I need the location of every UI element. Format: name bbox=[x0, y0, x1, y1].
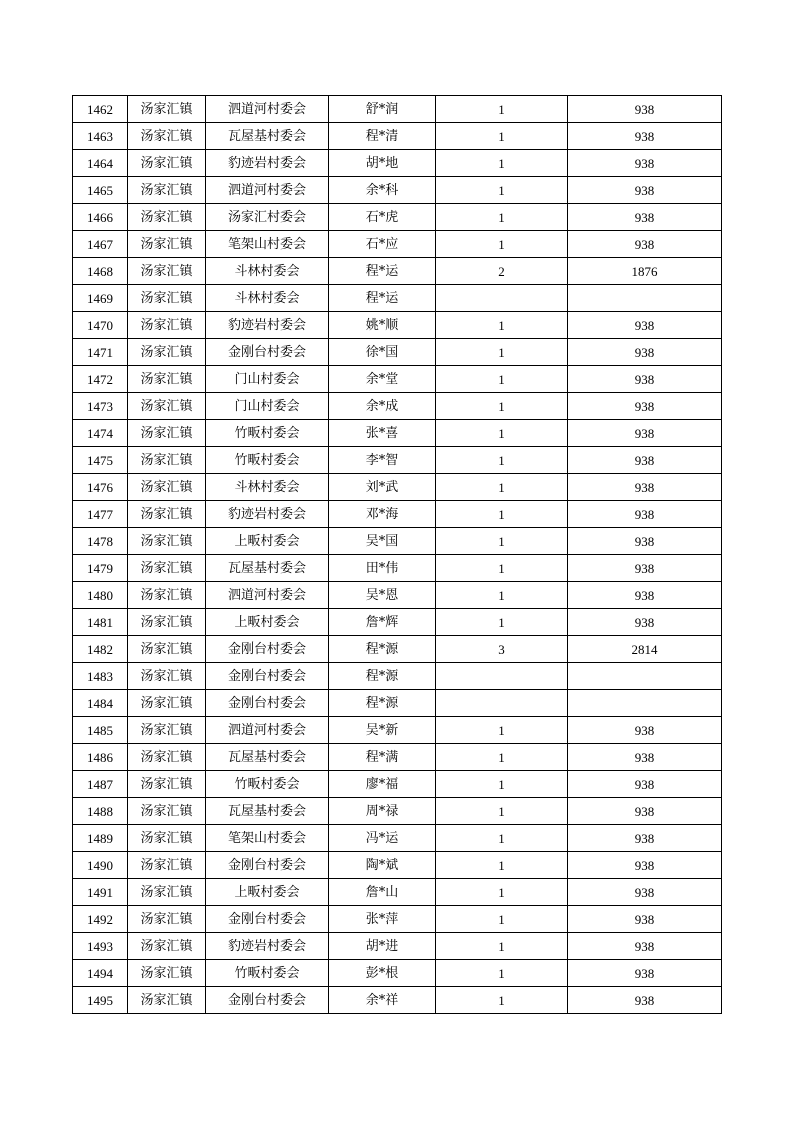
village-committee-cell: 泗道河村委会 bbox=[206, 96, 329, 123]
table-row bbox=[73, 582, 722, 609]
count-cell: 1 bbox=[436, 852, 568, 879]
town-cell: 汤家汇镇 bbox=[128, 150, 206, 177]
serial-number-cell: 1471 bbox=[73, 339, 128, 366]
table-row bbox=[73, 474, 722, 501]
count-cell: 1 bbox=[436, 204, 568, 231]
person-name-cell: 詹*辉 bbox=[329, 609, 436, 636]
person-name-cell: 胡*地 bbox=[329, 150, 436, 177]
amount-cell: 938 bbox=[568, 501, 722, 528]
table-row bbox=[73, 528, 722, 555]
table-row bbox=[73, 906, 722, 933]
village-committee-cell: 豹迹岩村委会 bbox=[206, 312, 329, 339]
table-row bbox=[73, 933, 722, 960]
amount-cell: 938 bbox=[568, 339, 722, 366]
town-cell: 汤家汇镇 bbox=[128, 555, 206, 582]
serial-number-cell: 1476 bbox=[73, 474, 128, 501]
town-cell: 汤家汇镇 bbox=[128, 312, 206, 339]
person-name-cell: 石*虎 bbox=[329, 204, 436, 231]
serial-number-cell: 1467 bbox=[73, 231, 128, 258]
amount-cell: 938 bbox=[568, 393, 722, 420]
count-cell: 1 bbox=[436, 609, 568, 636]
amount-cell: 938 bbox=[568, 231, 722, 258]
village-committee-cell: 豹迹岩村委会 bbox=[206, 501, 329, 528]
town-cell: 汤家汇镇 bbox=[128, 447, 206, 474]
town-cell: 汤家汇镇 bbox=[128, 420, 206, 447]
serial-number-cell: 1482 bbox=[73, 636, 128, 663]
table-row bbox=[73, 150, 722, 177]
serial-number-cell: 1462 bbox=[73, 96, 128, 123]
table-row bbox=[73, 879, 722, 906]
serial-number-cell: 1470 bbox=[73, 312, 128, 339]
roster-table bbox=[72, 95, 722, 1014]
town-cell: 汤家汇镇 bbox=[128, 96, 206, 123]
town-cell: 汤家汇镇 bbox=[128, 906, 206, 933]
person-name-cell: 张*喜 bbox=[329, 420, 436, 447]
table-row bbox=[73, 420, 722, 447]
count-cell: 1 bbox=[436, 420, 568, 447]
person-name-cell: 廖*福 bbox=[329, 771, 436, 798]
town-cell: 汤家汇镇 bbox=[128, 852, 206, 879]
table-row bbox=[73, 609, 722, 636]
person-name-cell: 舒*润 bbox=[329, 96, 436, 123]
amount-cell: 938 bbox=[568, 717, 722, 744]
table-row bbox=[73, 555, 722, 582]
count-cell bbox=[436, 663, 568, 690]
town-cell: 汤家汇镇 bbox=[128, 231, 206, 258]
person-name-cell: 余*堂 bbox=[329, 366, 436, 393]
table-row bbox=[73, 825, 722, 852]
amount-cell: 938 bbox=[568, 960, 722, 987]
village-committee-cell: 斗林村委会 bbox=[206, 285, 329, 312]
table-row bbox=[73, 96, 722, 123]
person-name-cell: 姚*顺 bbox=[329, 312, 436, 339]
count-cell: 1 bbox=[436, 933, 568, 960]
village-committee-cell: 金刚台村委会 bbox=[206, 663, 329, 690]
table-row bbox=[73, 366, 722, 393]
town-cell: 汤家汇镇 bbox=[128, 204, 206, 231]
village-committee-cell: 金刚台村委会 bbox=[206, 987, 329, 1014]
count-cell: 1 bbox=[436, 312, 568, 339]
village-committee-cell: 豹迹岩村委会 bbox=[206, 150, 329, 177]
person-name-cell: 程*清 bbox=[329, 123, 436, 150]
serial-number-cell: 1491 bbox=[73, 879, 128, 906]
village-committee-cell: 泗道河村委会 bbox=[206, 582, 329, 609]
town-cell: 汤家汇镇 bbox=[128, 987, 206, 1014]
town-cell: 汤家汇镇 bbox=[128, 474, 206, 501]
person-name-cell: 吴*恩 bbox=[329, 582, 436, 609]
table-row bbox=[73, 771, 722, 798]
town-cell: 汤家汇镇 bbox=[128, 825, 206, 852]
serial-number-cell: 1495 bbox=[73, 987, 128, 1014]
table-row bbox=[73, 258, 722, 285]
town-cell: 汤家汇镇 bbox=[128, 771, 206, 798]
person-name-cell: 程*源 bbox=[329, 636, 436, 663]
person-name-cell: 邓*海 bbox=[329, 501, 436, 528]
village-committee-cell: 豹迹岩村委会 bbox=[206, 933, 329, 960]
village-committee-cell: 笔架山村委会 bbox=[206, 231, 329, 258]
amount-cell: 938 bbox=[568, 312, 722, 339]
town-cell: 汤家汇镇 bbox=[128, 636, 206, 663]
person-name-cell: 程*运 bbox=[329, 285, 436, 312]
serial-number-cell: 1480 bbox=[73, 582, 128, 609]
count-cell: 3 bbox=[436, 636, 568, 663]
count-cell: 1 bbox=[436, 528, 568, 555]
amount-cell: 938 bbox=[568, 420, 722, 447]
amount-cell: 938 bbox=[568, 744, 722, 771]
serial-number-cell: 1469 bbox=[73, 285, 128, 312]
count-cell: 1 bbox=[436, 879, 568, 906]
table-row bbox=[73, 285, 722, 312]
village-committee-cell: 金刚台村委会 bbox=[206, 906, 329, 933]
person-name-cell: 程*满 bbox=[329, 744, 436, 771]
count-cell: 1 bbox=[436, 231, 568, 258]
person-name-cell: 吴*新 bbox=[329, 717, 436, 744]
person-name-cell: 詹*山 bbox=[329, 879, 436, 906]
count-cell: 1 bbox=[436, 825, 568, 852]
table-row bbox=[73, 123, 722, 150]
person-name-cell: 冯*运 bbox=[329, 825, 436, 852]
town-cell: 汤家汇镇 bbox=[128, 960, 206, 987]
count-cell: 1 bbox=[436, 393, 568, 420]
serial-number-cell: 1488 bbox=[73, 798, 128, 825]
count-cell: 1 bbox=[436, 150, 568, 177]
serial-number-cell: 1464 bbox=[73, 150, 128, 177]
village-committee-cell: 竹畈村委会 bbox=[206, 771, 329, 798]
table-row bbox=[73, 204, 722, 231]
count-cell: 1 bbox=[436, 96, 568, 123]
serial-number-cell: 1489 bbox=[73, 825, 128, 852]
serial-number-cell: 1486 bbox=[73, 744, 128, 771]
town-cell: 汤家汇镇 bbox=[128, 339, 206, 366]
town-cell: 汤家汇镇 bbox=[128, 717, 206, 744]
person-name-cell: 胡*进 bbox=[329, 933, 436, 960]
amount-cell: 938 bbox=[568, 906, 722, 933]
table-row bbox=[73, 636, 722, 663]
amount-cell: 938 bbox=[568, 933, 722, 960]
amount-cell: 2814 bbox=[568, 636, 722, 663]
person-name-cell: 余*祥 bbox=[329, 987, 436, 1014]
village-committee-cell: 斗林村委会 bbox=[206, 474, 329, 501]
amount-cell: 938 bbox=[568, 798, 722, 825]
town-cell: 汤家汇镇 bbox=[128, 582, 206, 609]
count-cell: 1 bbox=[436, 744, 568, 771]
village-committee-cell: 金刚台村委会 bbox=[206, 339, 329, 366]
count-cell: 1 bbox=[436, 798, 568, 825]
town-cell: 汤家汇镇 bbox=[128, 798, 206, 825]
person-name-cell: 程*源 bbox=[329, 690, 436, 717]
table-row bbox=[73, 960, 722, 987]
village-committee-cell: 金刚台村委会 bbox=[206, 852, 329, 879]
serial-number-cell: 1472 bbox=[73, 366, 128, 393]
amount-cell: 938 bbox=[568, 366, 722, 393]
count-cell: 1 bbox=[436, 474, 568, 501]
count-cell: 1 bbox=[436, 123, 568, 150]
person-name-cell: 李*智 bbox=[329, 447, 436, 474]
count-cell: 1 bbox=[436, 906, 568, 933]
person-name-cell: 张*萍 bbox=[329, 906, 436, 933]
table-row bbox=[73, 177, 722, 204]
village-committee-cell: 泗道河村委会 bbox=[206, 177, 329, 204]
serial-number-cell: 1485 bbox=[73, 717, 128, 744]
person-name-cell: 石*应 bbox=[329, 231, 436, 258]
count-cell: 1 bbox=[436, 501, 568, 528]
table-row bbox=[73, 312, 722, 339]
person-name-cell: 陶*斌 bbox=[329, 852, 436, 879]
serial-number-cell: 1494 bbox=[73, 960, 128, 987]
person-name-cell: 田*伟 bbox=[329, 555, 436, 582]
village-committee-cell: 斗林村委会 bbox=[206, 258, 329, 285]
serial-number-cell: 1475 bbox=[73, 447, 128, 474]
village-committee-cell: 瓦屋基村委会 bbox=[206, 555, 329, 582]
town-cell: 汤家汇镇 bbox=[128, 366, 206, 393]
count-cell bbox=[436, 285, 568, 312]
serial-number-cell: 1468 bbox=[73, 258, 128, 285]
village-committee-cell: 门山村委会 bbox=[206, 366, 329, 393]
count-cell: 1 bbox=[436, 771, 568, 798]
town-cell: 汤家汇镇 bbox=[128, 690, 206, 717]
person-name-cell: 程*源 bbox=[329, 663, 436, 690]
serial-number-cell: 1466 bbox=[73, 204, 128, 231]
table-row bbox=[73, 744, 722, 771]
amount-cell: 938 bbox=[568, 609, 722, 636]
village-committee-cell: 上畈村委会 bbox=[206, 528, 329, 555]
town-cell: 汤家汇镇 bbox=[128, 609, 206, 636]
person-name-cell: 徐*国 bbox=[329, 339, 436, 366]
serial-number-cell: 1490 bbox=[73, 852, 128, 879]
serial-number-cell: 1492 bbox=[73, 906, 128, 933]
village-committee-cell: 瓦屋基村委会 bbox=[206, 123, 329, 150]
person-name-cell: 程*运 bbox=[329, 258, 436, 285]
village-committee-cell: 笔架山村委会 bbox=[206, 825, 329, 852]
town-cell: 汤家汇镇 bbox=[128, 501, 206, 528]
serial-number-cell: 1474 bbox=[73, 420, 128, 447]
count-cell: 1 bbox=[436, 717, 568, 744]
serial-number-cell: 1465 bbox=[73, 177, 128, 204]
town-cell: 汤家汇镇 bbox=[128, 393, 206, 420]
amount-cell: 938 bbox=[568, 474, 722, 501]
village-committee-cell: 瓦屋基村委会 bbox=[206, 744, 329, 771]
village-committee-cell: 竹畈村委会 bbox=[206, 447, 329, 474]
table-row bbox=[73, 798, 722, 825]
village-committee-cell: 门山村委会 bbox=[206, 393, 329, 420]
person-name-cell: 余*成 bbox=[329, 393, 436, 420]
table-row bbox=[73, 852, 722, 879]
amount-cell bbox=[568, 285, 722, 312]
serial-number-cell: 1493 bbox=[73, 933, 128, 960]
amount-cell: 938 bbox=[568, 177, 722, 204]
table-row bbox=[73, 717, 722, 744]
serial-number-cell: 1479 bbox=[73, 555, 128, 582]
village-committee-cell: 上畈村委会 bbox=[206, 609, 329, 636]
village-committee-cell: 金刚台村委会 bbox=[206, 636, 329, 663]
serial-number-cell: 1473 bbox=[73, 393, 128, 420]
amount-cell: 938 bbox=[568, 582, 722, 609]
amount-cell: 938 bbox=[568, 987, 722, 1014]
village-committee-cell: 金刚台村委会 bbox=[206, 690, 329, 717]
table-row bbox=[73, 690, 722, 717]
town-cell: 汤家汇镇 bbox=[128, 177, 206, 204]
amount-cell: 938 bbox=[568, 852, 722, 879]
table-row bbox=[73, 987, 722, 1014]
amount-cell bbox=[568, 690, 722, 717]
town-cell: 汤家汇镇 bbox=[128, 933, 206, 960]
amount-cell: 938 bbox=[568, 204, 722, 231]
count-cell: 1 bbox=[436, 987, 568, 1014]
amount-cell: 1876 bbox=[568, 258, 722, 285]
amount-cell bbox=[568, 663, 722, 690]
person-name-cell: 刘*武 bbox=[329, 474, 436, 501]
count-cell: 1 bbox=[436, 582, 568, 609]
amount-cell: 938 bbox=[568, 447, 722, 474]
town-cell: 汤家汇镇 bbox=[128, 879, 206, 906]
table-row bbox=[73, 393, 722, 420]
town-cell: 汤家汇镇 bbox=[128, 744, 206, 771]
person-name-cell: 吴*国 bbox=[329, 528, 436, 555]
table-row bbox=[73, 447, 722, 474]
town-cell: 汤家汇镇 bbox=[128, 258, 206, 285]
amount-cell: 938 bbox=[568, 96, 722, 123]
serial-number-cell: 1487 bbox=[73, 771, 128, 798]
table-row bbox=[73, 339, 722, 366]
amount-cell: 938 bbox=[568, 150, 722, 177]
count-cell bbox=[436, 690, 568, 717]
count-cell: 1 bbox=[436, 177, 568, 204]
count-cell: 1 bbox=[436, 339, 568, 366]
roster-table-body bbox=[73, 96, 722, 1014]
amount-cell: 938 bbox=[568, 771, 722, 798]
serial-number-cell: 1484 bbox=[73, 690, 128, 717]
village-committee-cell: 竹畈村委会 bbox=[206, 420, 329, 447]
village-committee-cell: 泗道河村委会 bbox=[206, 717, 329, 744]
serial-number-cell: 1481 bbox=[73, 609, 128, 636]
count-cell: 1 bbox=[436, 555, 568, 582]
town-cell: 汤家汇镇 bbox=[128, 285, 206, 312]
village-committee-cell: 汤家汇村委会 bbox=[206, 204, 329, 231]
person-name-cell: 彭*根 bbox=[329, 960, 436, 987]
town-cell: 汤家汇镇 bbox=[128, 528, 206, 555]
count-cell: 1 bbox=[436, 960, 568, 987]
serial-number-cell: 1477 bbox=[73, 501, 128, 528]
count-cell: 1 bbox=[436, 366, 568, 393]
village-committee-cell: 上畈村委会 bbox=[206, 879, 329, 906]
table-row bbox=[73, 231, 722, 258]
town-cell: 汤家汇镇 bbox=[128, 663, 206, 690]
table-row bbox=[73, 663, 722, 690]
serial-number-cell: 1478 bbox=[73, 528, 128, 555]
amount-cell: 938 bbox=[568, 123, 722, 150]
person-name-cell: 周*禄 bbox=[329, 798, 436, 825]
count-cell: 2 bbox=[436, 258, 568, 285]
person-name-cell: 余*科 bbox=[329, 177, 436, 204]
amount-cell: 938 bbox=[568, 555, 722, 582]
serial-number-cell: 1463 bbox=[73, 123, 128, 150]
amount-cell: 938 bbox=[568, 528, 722, 555]
table-row bbox=[73, 501, 722, 528]
amount-cell: 938 bbox=[568, 879, 722, 906]
count-cell: 1 bbox=[436, 447, 568, 474]
serial-number-cell: 1483 bbox=[73, 663, 128, 690]
town-cell: 汤家汇镇 bbox=[128, 123, 206, 150]
village-committee-cell: 竹畈村委会 bbox=[206, 960, 329, 987]
amount-cell: 938 bbox=[568, 825, 722, 852]
village-committee-cell: 瓦屋基村委会 bbox=[206, 798, 329, 825]
